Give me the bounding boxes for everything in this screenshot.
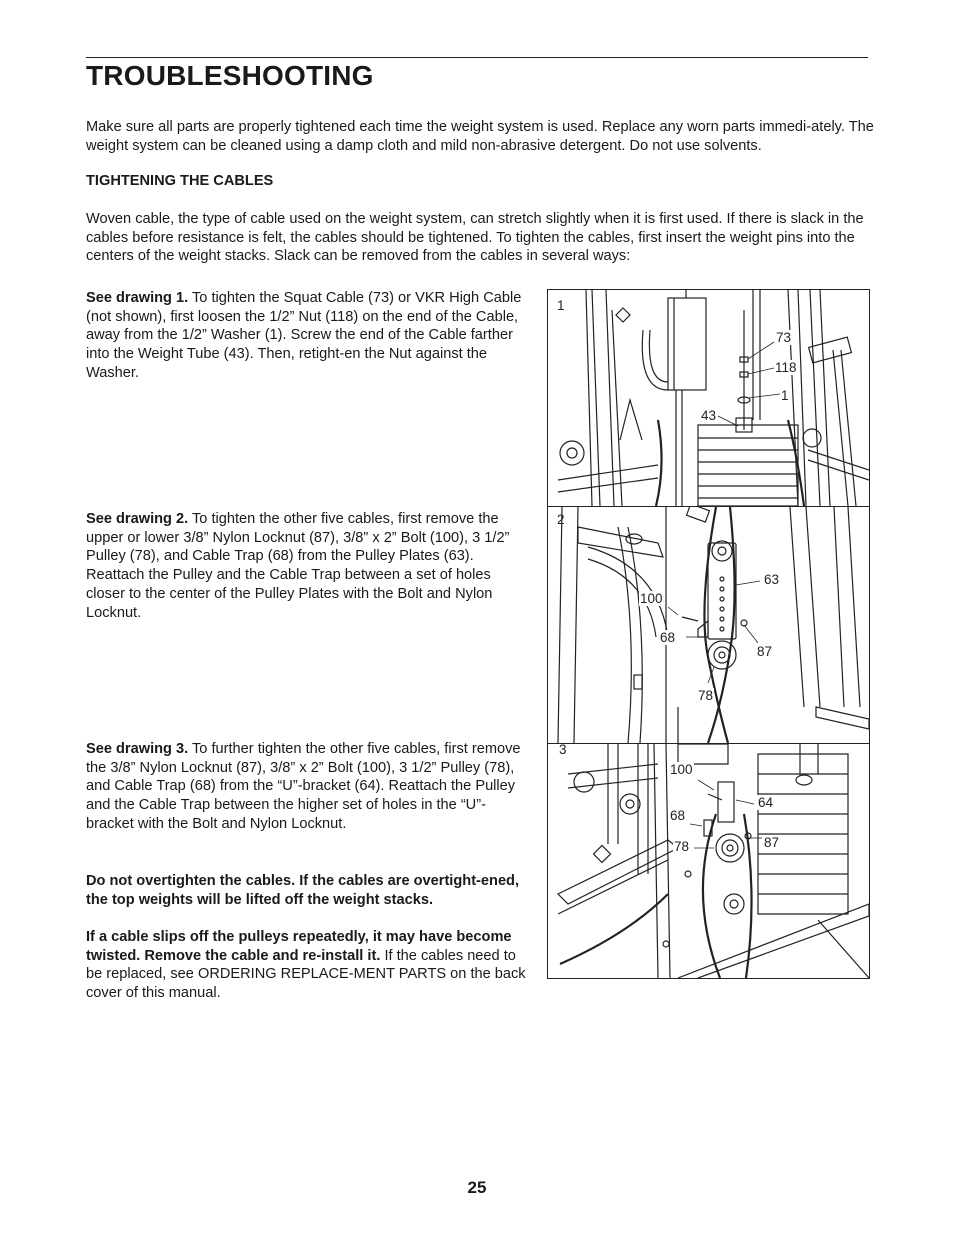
step-3-paragraph bbox=[86, 740, 526, 834]
section-heading: TIGHTENING THE CABLES bbox=[86, 173, 274, 189]
page-title: TROUBLESHOOTING bbox=[86, 60, 374, 91]
drawing-2 bbox=[548, 507, 869, 743]
step-1-paragraph bbox=[86, 289, 526, 383]
page-number: 25 bbox=[467, 1178, 487, 1197]
drawing-2-number: 2 bbox=[557, 512, 565, 527]
drawing-2-label-87: 87 bbox=[757, 644, 773, 659]
step-3-lead: See drawing 3. bbox=[86, 741, 189, 757]
drawing-1-label-118: 118 bbox=[775, 360, 797, 375]
drawing-2-label-63: 63 bbox=[764, 572, 780, 587]
drawing-1-illustration bbox=[548, 290, 869, 506]
woven-cable-paragraph: Woven cable, the type of cable used on the weight system, can stretch slightly when it is first used. If there is slack in the cables before resistance is felt, the cables should be tightened. To tighten the cables, first insert the weight pins into the centers of the weight stacks. Slack can be removed from the cables in several ways: bbox=[86, 211, 864, 265]
step-2-paragraph bbox=[86, 510, 526, 622]
drawing-3-illustration bbox=[548, 744, 869, 978]
step-3-text: To further tighten the other five cables, first remove the 3/8” Nylon Locknut (87), 3/8” x 2” Bolt (100), 3 1/2” Pulley (78), and Cable Trap (68) from the “U”-bracket (64). Reattach the Pulley and the Cable Trap between the higher set of holes in the “U”-bracket with the Bolt and Nylon Locknut. bbox=[86, 741, 521, 832]
drawing-3 bbox=[548, 744, 869, 978]
overtighten-warning: Do not overtighten the cables. If the cables are overtight-ened, the top weights will be lifted off the weight stacks. bbox=[86, 873, 520, 908]
drawing-2-label-78: 78 bbox=[698, 688, 714, 703]
drawing-2-label-68: 68 bbox=[660, 630, 676, 645]
top-rule bbox=[86, 57, 868, 58]
drawing-3-label-64: 64 bbox=[758, 795, 774, 810]
step-2-lead: See drawing 2. bbox=[86, 511, 189, 527]
cable-slip-note bbox=[86, 928, 526, 1003]
drawing-1 bbox=[548, 290, 869, 506]
drawing-3-label-87: 87 bbox=[764, 835, 780, 850]
drawing-3-label-100: 100 bbox=[670, 762, 693, 777]
drawing-1-number: 1 bbox=[557, 298, 565, 313]
cable-slip-rest: If the cables need to be replaced, see ORDERING REPLACE-MENT PARTS on the back cover of this manual. bbox=[86, 947, 526, 1002]
drawing-2-illustration bbox=[548, 507, 869, 743]
drawing-1-label-1: 1 bbox=[781, 388, 789, 403]
step-2-text: To tighten the other five cables, first remove the upper or lower 3/8” Nylon Locknut (87), 3/8” x 2” Bolt (100), 3 1/2” Pulley (78), and Cable Trap (68) from the Pulley Plates (63). Reattach the Pulley and the Cable Trap between a set of holes closer to the center of the Pulley Plates with the Bolt and Nylon Locknut. bbox=[86, 511, 510, 621]
drawing-3-number: 3 bbox=[559, 744, 567, 757]
drawing-3-label-78: 78 bbox=[674, 839, 690, 854]
cable-slip-bold: If a cable slips off the pulleys repeatedly, it may have become twisted. Remove the cable and re-install it. bbox=[86, 929, 512, 964]
drawing-1-label-73: 73 bbox=[776, 330, 792, 345]
drawing-1-label-43: 43 bbox=[701, 408, 717, 423]
step-1-text: To tighten the Squat Cable (73) or VKR High Cable (not shown), first loosen the 1/2” Nut (118) on the end of the Cable, away from the 1/2” Washer (1). Screw the end of the Cable farther into the Weight Tube (43). Then, retight-en the Nut against the Washer. bbox=[86, 290, 522, 381]
intro-paragraph: Make sure all parts are properly tightened each time the weight system is used. Replace any worn parts immedi-ately. The weight system can be cleaned using a damp cloth and mild non-abrasive detergent. Do not use solvents. bbox=[86, 119, 874, 154]
drawing-2-label-100: 100 bbox=[640, 591, 663, 606]
step-1-lead: See drawing 1. bbox=[86, 290, 189, 306]
figures-box bbox=[547, 289, 870, 979]
drawing-3-label-68: 68 bbox=[670, 808, 686, 823]
